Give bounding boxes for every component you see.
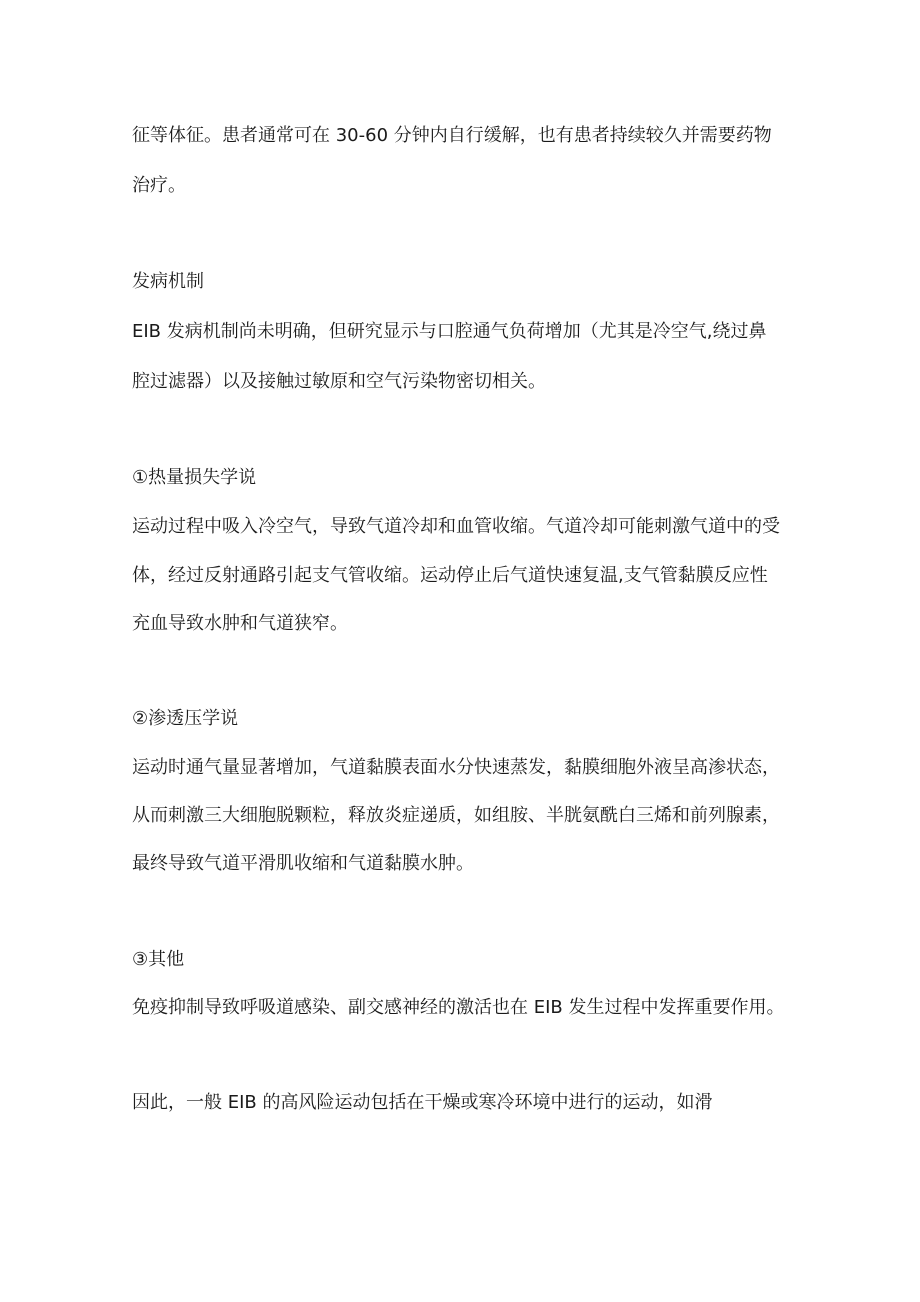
paragraph-line: 腔过滤器）以及接触过敏原和空气污染物密切相关。: [132, 371, 546, 392]
paragraph-line: 因此，一般 EIB 的高风险运动包括在干燥或寒冷环境中进行的运动，如滑: [132, 1092, 713, 1113]
paragraph-line: 体，经过反射通路引起支气管收缩。运动停止后气道快速复温,支气管黏膜反应性: [132, 565, 768, 586]
paragraph-line: 治疗。: [132, 175, 186, 196]
paragraph-line: EIB 发病机制尚未明确，但研究显示与口腔通气负荷增加（尤其是冷空气,绕过鼻: [132, 321, 767, 342]
paragraph-line: 运动时通气量显著增加，气道黏膜表面水分快速蒸发，黏膜细胞外液呈高渗状态，: [132, 757, 780, 778]
paragraph-line: 运动过程中吸入冷空气，导致气道冷却和血管收缩。气道冷却可能刺激气道中的受: [132, 516, 780, 537]
section-heading: ②渗透压学说: [132, 708, 239, 729]
paragraph-line: 从而刺激三大细胞脱颗粒，释放炎症递质，如组胺、半胱氨酰白三烯和前列腺素，: [132, 805, 780, 826]
paragraph-line: 免疫抑制导致呼吸道感染、副交感神经的激活也在 EIB 发生过程中发挥重要作用。: [132, 997, 785, 1018]
section-heading: ③其他: [132, 949, 185, 970]
section-heading: ①热量损失学说: [132, 467, 257, 488]
section-heading: 发病机制: [132, 271, 204, 292]
paragraph-line: 征等体征。患者通常可在 30-60 分钟内自行缓解，也有患者持续较久并需要药物: [132, 125, 772, 146]
paragraph-line: 充血导致水肿和气道狭窄。: [132, 613, 348, 634]
paragraph-line: 最终导致气道平滑肌收缩和气道黏膜水肿。: [132, 853, 474, 874]
